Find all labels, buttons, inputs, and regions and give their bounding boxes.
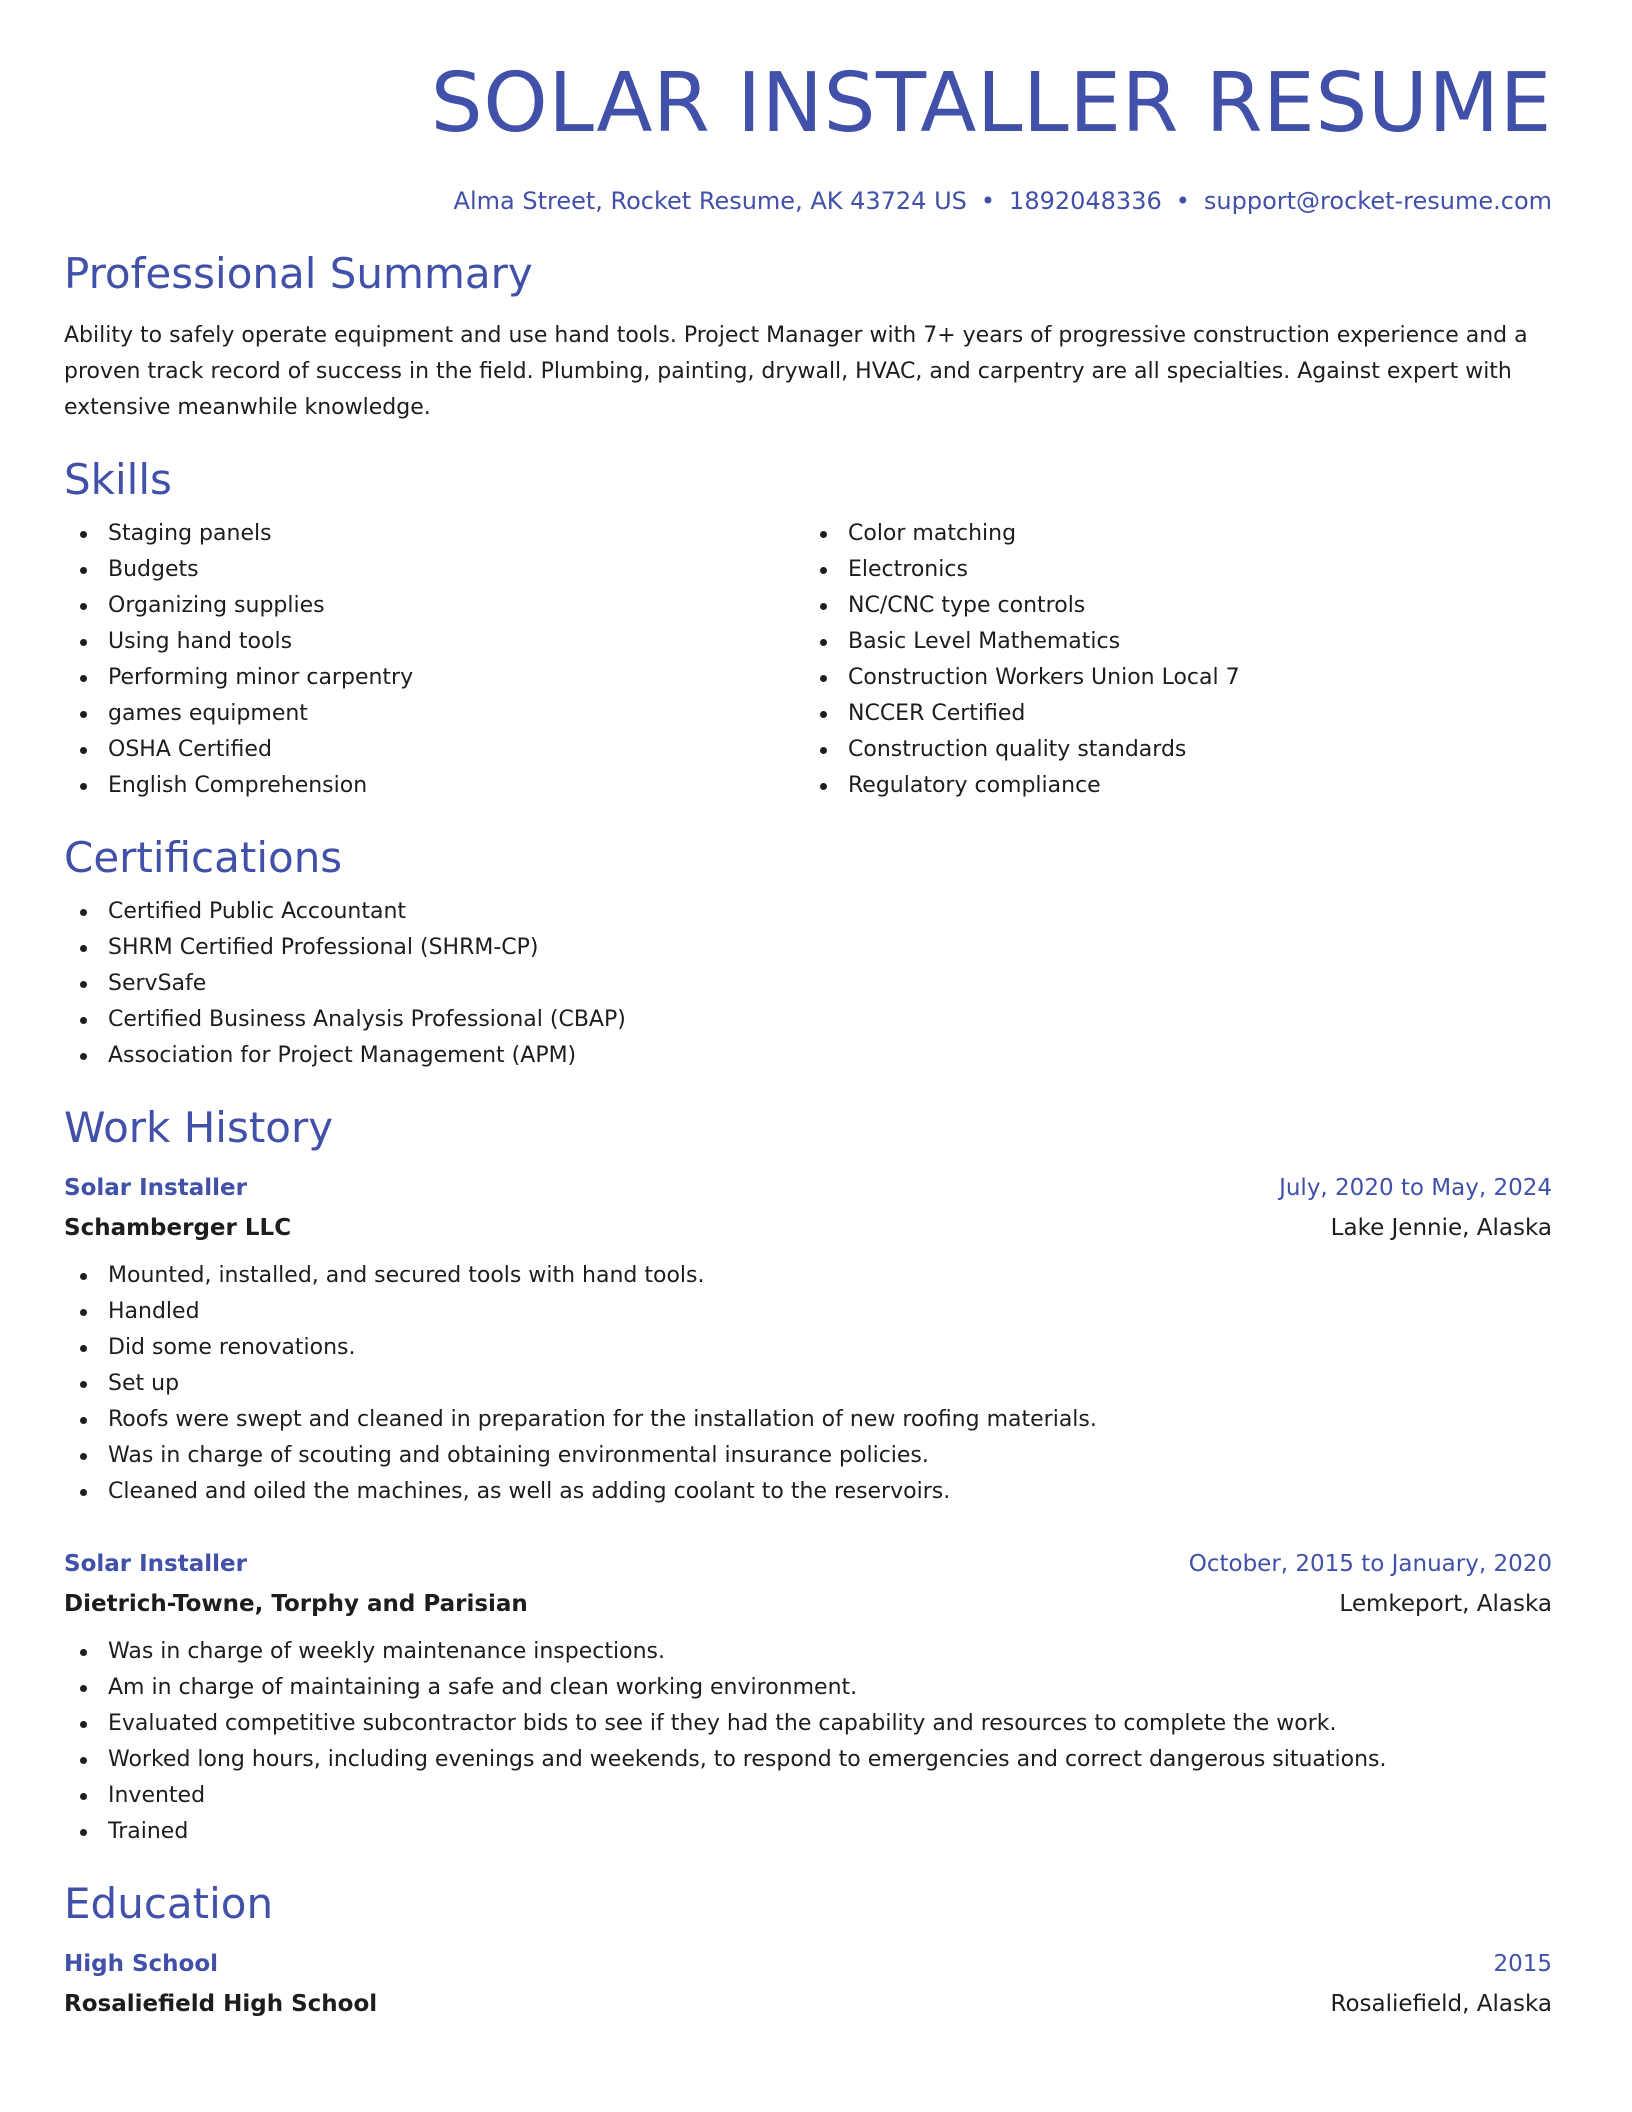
work-history-heading: Work History [64,1103,334,1152]
job-duty-item: Evaluated competitive subcontractor bids to see if they had the capability and resources to complete the work. [64,1706,1552,1742]
certification-item: ServSafe [64,966,1552,1002]
resume-title: SOLAR INSTALLER RESUME [430,56,1552,151]
skill-item: Budgets [64,552,804,588]
skills-heading: Skills [64,455,172,504]
education-degree: High School [64,1951,219,1977]
job-duty-item: Worked long hours, including evenings and weekends, to respond to emergencies and correct dangerous situations. [64,1742,1552,1778]
skill-item: NCCER Certified [804,696,1552,732]
job-company-row [64,1584,1552,1624]
job-duty-item: Invented [64,1778,1552,1814]
skill-item: OSHA Certified [64,732,804,768]
job-duty-item: Cleaned and oiled the machines, as well as adding coolant to the reservoirs. [64,1474,1552,1510]
job-duty-item: Mounted, installed, and secured tools with hand tools. [64,1258,1552,1294]
certification-item: SHRM Certified Professional (SHRM-CP) [64,930,1552,966]
job-location: Lemkeport, Alaska [1339,1591,1552,1617]
skill-item: Basic Level Mathematics [804,624,1552,660]
job-title-row [64,1168,1552,1208]
skill-item: Construction quality standards [804,732,1552,768]
skill-item: Using hand tools [64,624,804,660]
skill-item: Electronics [804,552,1552,588]
certifications-list [64,894,1552,1074]
job-company-row [64,1208,1552,1248]
job-duty-item: Roofs were swept and cleaned in preparation for the installation of new roofing materials. [64,1402,1552,1438]
job-dates: October, 2015 to January, 2020 [1188,1551,1552,1577]
job-duties-list [64,1258,1552,1510]
skills-section [64,454,1552,804]
certifications-section [64,832,1552,1074]
summary-text: Ability to safely operate equipment and use hand tools. Project Manager with 7+ years of progressive construction experience and a proven track record of success in the field. Plumbing, painting, drywall, HVAC, and carpentry are all specialties. Against expert with extensive meanwhile knowledge. [64,323,1528,420]
job-duty-item: Am in charge of maintaining a safe and clean working environment. [64,1670,1552,1706]
education-degree-row [64,1944,1552,1984]
contact-separator: • [1175,187,1190,215]
skill-item: English Comprehension [64,768,804,804]
job-duty-item: Handled [64,1294,1552,1330]
job-duty-item: Set up [64,1366,1552,1402]
job-company: Dietrich-Towne, Torphy and Parisian [64,1591,528,1617]
resume-header [64,54,1552,218]
job-entry [64,1168,1552,1510]
job-duty-item: Did some renovations. [64,1330,1552,1366]
skills-grid [64,516,1552,804]
skill-item: Color matching [804,516,1552,552]
contact-email[interactable]: support@rocket-resume.com [1203,187,1552,215]
job-role: Solar Installer [64,1175,247,1201]
job-location: Lake Jennie, Alaska [1330,1215,1552,1241]
job-duty-item: Was in charge of scouting and obtaining environmental insurance policies. [64,1438,1552,1474]
contact-address: Alma Street, Rocket Resume, AK 43724 US [453,187,967,215]
contact-line [64,184,1552,218]
contact-separator: • [980,187,996,215]
education-heading: Education [64,1879,274,1928]
summary-section [64,248,1552,426]
certification-item: Certified Public Accountant [64,894,1552,930]
skill-item: Regulatory compliance [804,768,1552,804]
skills-list-right [804,516,1552,804]
certifications-heading: Certifications [64,833,343,882]
skill-item: Staging panels [64,516,804,552]
job-duties-list [64,1634,1552,1850]
job-role: Solar Installer [64,1551,247,1577]
skill-item: Organizing supplies [64,588,804,624]
education-school-row [64,1984,1552,2024]
contact-phone: 1892048336 [1009,187,1162,215]
certification-item: Certified Business Analysis Professional (CBAP) [64,1002,1552,1038]
skill-item: NC/CNC type controls [804,588,1552,624]
job-entry [64,1544,1552,1850]
education-school: Rosaliefield High School [64,1991,378,2017]
education-section [64,1878,1552,2024]
summary-heading: Professional Summary [64,249,533,298]
skill-item: games equipment [64,696,804,732]
education-location: Rosaliefield, Alaska [1330,1991,1552,2017]
education-year: 2015 [1493,1951,1552,1977]
skill-item: Performing minor carpentry [64,660,804,696]
skills-list-left [64,516,804,804]
job-duty-item: Was in charge of weekly maintenance inspections. [64,1634,1552,1670]
skill-item: Construction Workers Union Local 7 [804,660,1552,696]
job-title-row [64,1544,1552,1584]
work-history-section [64,1102,1552,1850]
job-duty-item: Trained [64,1814,1552,1850]
job-company: Schamberger LLC [64,1215,292,1241]
job-dates: July, 2020 to May, 2024 [1279,1175,1552,1201]
certification-item: Association for Project Management (APM) [64,1038,1552,1074]
